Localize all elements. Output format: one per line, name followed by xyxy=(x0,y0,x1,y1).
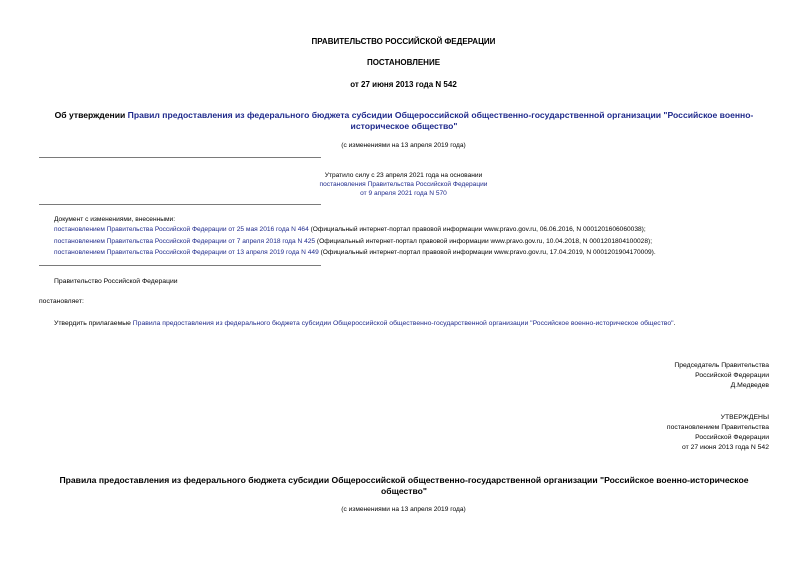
divider xyxy=(39,157,321,158)
amendment-source: (Официальный интернет-портал правовой информации www.pravo.gov.ru, 17.04.2019, N 0001201904170009). xyxy=(318,249,656,256)
amendment-link[interactable]: постановлением Правительства Российской Федерации от 7 апреля 2018 года N 425 xyxy=(54,238,316,245)
amendment-item xyxy=(54,249,656,256)
approve-suffix: . xyxy=(673,320,676,327)
approved-line-3: Российской Федерации xyxy=(695,434,769,441)
divider xyxy=(39,204,321,205)
rules-revision-note: (с изменениями на 13 апреля 2019 года) xyxy=(341,506,466,513)
government-heading: ПРАВИТЕЛЬСТВО РОССИЙСКОЙ ФЕДЕРАЦИИ xyxy=(311,37,496,46)
amendment-source: (Официальный интернет-портал правовой информации www.pravo.gov.ru, 06.06.2016, N 0001201606060038); xyxy=(308,226,646,233)
expiry-line: Утратило силу с 23 апреля 2021 года на основании xyxy=(324,172,483,179)
approve-paragraph xyxy=(54,320,675,327)
expiry-link-line-1[interactable]: постановления Правительства Российской Федерации xyxy=(319,181,488,188)
decrees-line: постановляет: xyxy=(39,298,84,305)
rules-title: Правила предоставления из федерального бюджета субсидии Общероссийской общественно-государственной организации "Российское военно-историческое общество" xyxy=(59,475,749,496)
amendment-link[interactable]: постановлением Правительства Российской Федерации от 13 апреля 2019 года N 449 xyxy=(54,249,319,256)
title-prefix: Об утверждении xyxy=(54,110,128,120)
amendment-item xyxy=(54,226,646,233)
approved-line-2: постановлением Правительства xyxy=(666,424,769,431)
signature-name: Д.Медведев xyxy=(730,382,769,389)
approved-line-4: от 27 июня 2013 года N 542 xyxy=(681,444,769,451)
revision-note: (с изменениями на 13 апреля 2019 года) xyxy=(341,142,466,149)
document-date-number: от 27 июня 2013 года N 542 xyxy=(350,80,457,89)
signature-line-2: Российской Федерации xyxy=(695,372,769,379)
approve-prefix: Утвердить прилагаемые xyxy=(54,320,133,327)
amendment-link[interactable]: постановлением Правительства Российской Федерации от 25 мая 2016 года N 464 xyxy=(54,226,309,233)
title-link[interactable]: Правил предоставления из федерального бюджета субсидии Общероссийской общественно-государственной организации "Российское военно-историческое общество" xyxy=(127,110,754,131)
document-title xyxy=(38,110,770,132)
signature-line-1: Председатель Правительства xyxy=(674,362,769,369)
amendment-source: (Официальный интернет-портал правовой информации www.pravo.gov.ru, 10.04.2018, N 0001201804100028); xyxy=(315,238,653,245)
approve-link[interactable]: Правила предоставления из федерального бюджета субсидии Общероссийской общественно-государственной организации "Российское военно-историческое общество" xyxy=(132,320,674,327)
approved-line-1: УТВЕРЖДЕНЫ xyxy=(720,414,769,421)
expiry-link-line-2[interactable]: от 9 апреля 2021 года N 570 xyxy=(360,190,447,197)
government-line: Правительство Российской Федерации xyxy=(54,278,178,285)
amendment-item xyxy=(54,238,652,245)
divider xyxy=(39,265,321,266)
amendments-heading: Документ с изменениями, внесенными: xyxy=(54,216,176,223)
document-type: ПОСТАНОВЛЕНИЕ xyxy=(366,58,441,67)
